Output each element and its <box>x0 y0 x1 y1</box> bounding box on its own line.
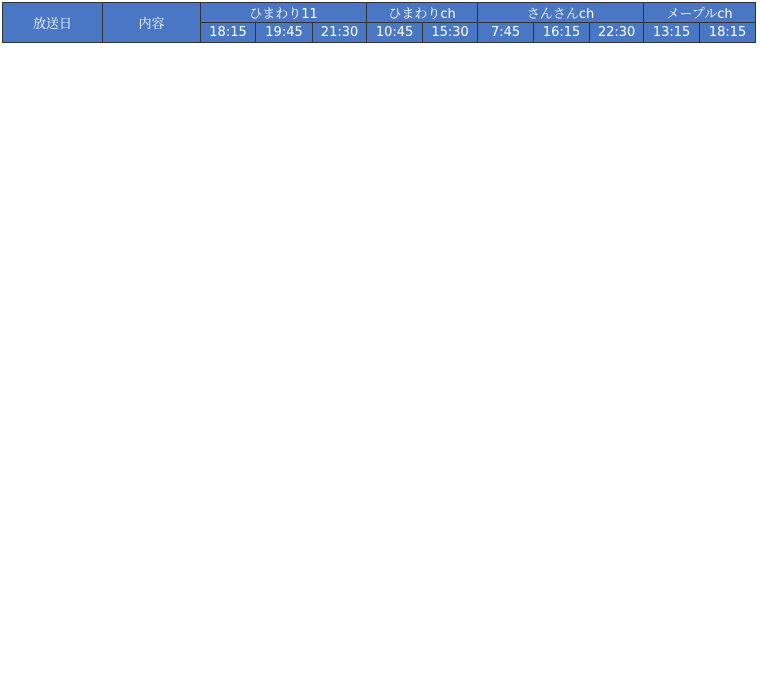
time-header: 10:45 <box>367 23 423 43</box>
time-header: 13:15 <box>644 23 700 43</box>
time-header: 19:45 <box>256 23 313 43</box>
date-column-header: 放送日 <box>3 3 103 43</box>
time-header: 21:30 <box>313 23 367 43</box>
time-header: 15:30 <box>423 23 478 43</box>
channel-header: さんさんch <box>478 3 644 23</box>
time-header: 16:15 <box>534 23 590 43</box>
time-header: 22:30 <box>590 23 644 43</box>
content-column-header: 内容 <box>103 3 201 43</box>
time-header: 18:15 <box>201 23 256 43</box>
channel-header: メープルch <box>644 3 756 23</box>
channel-header: ひまわり11 <box>201 3 367 23</box>
time-header: 7:45 <box>478 23 534 43</box>
table-header <box>3 3 756 43</box>
channel-header: ひまわりch <box>367 3 478 23</box>
schedule-table <box>2 2 756 43</box>
time-header: 18:15 <box>700 23 756 43</box>
